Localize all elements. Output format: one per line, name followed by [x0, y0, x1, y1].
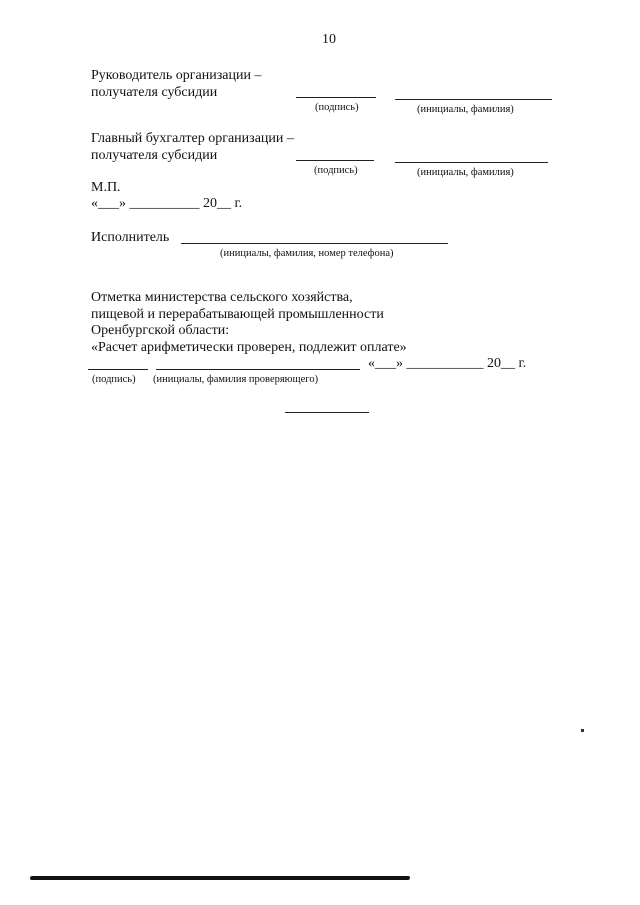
ministry-line2: пищевой и перерабатывающей промышленности	[91, 307, 384, 322]
head-title-line2: получателя субсидии	[91, 85, 218, 100]
ministry-date-line: «___» ___________ 20__ г.	[368, 356, 527, 371]
accountant-name-line	[395, 162, 548, 163]
accountant-title-line1: Главный бухгалтер организации –	[91, 131, 294, 146]
ministry-line3: Оренбургской области:	[91, 323, 230, 338]
head-signature-caption: (подпись)	[315, 102, 359, 113]
accountant-name-caption: (инициалы, фамилия)	[417, 167, 514, 178]
stamp-mark: М.П.	[91, 180, 121, 195]
executor-line	[181, 243, 448, 244]
head-name-caption: (инициалы, фамилия)	[417, 104, 514, 115]
ministry-name-line	[156, 369, 360, 370]
head-title-line1: Руководитель организации –	[91, 68, 262, 83]
scan-edge-mark	[30, 876, 411, 880]
head-signature-line	[296, 97, 376, 98]
head-name-line	[395, 99, 552, 100]
ministry-line1: Отметка министерства сельского хозяйства,	[91, 290, 353, 305]
accountant-signature-caption: (подпись)	[314, 165, 358, 176]
ministry-signature-caption: (подпись)	[92, 374, 136, 385]
ministry-name-caption: (инициалы, фамилия проверяющего)	[153, 374, 319, 385]
stamp-date-line: «___» __________ 20__ г.	[91, 196, 243, 211]
scan-speck	[581, 729, 584, 732]
ministry-line4: «Расчет арифметически проверен, подлежит оплате»	[91, 340, 407, 355]
ministry-signature-line	[88, 369, 148, 370]
closing-divider	[285, 412, 369, 413]
accountant-title-line2: получателя субсидии	[91, 148, 218, 163]
page-number: 10	[322, 32, 336, 47]
accountant-signature-line	[296, 160, 374, 161]
executor-label: Исполнитель	[91, 230, 170, 245]
executor-caption: (инициалы, фамилия, номер телефона)	[220, 248, 394, 259]
